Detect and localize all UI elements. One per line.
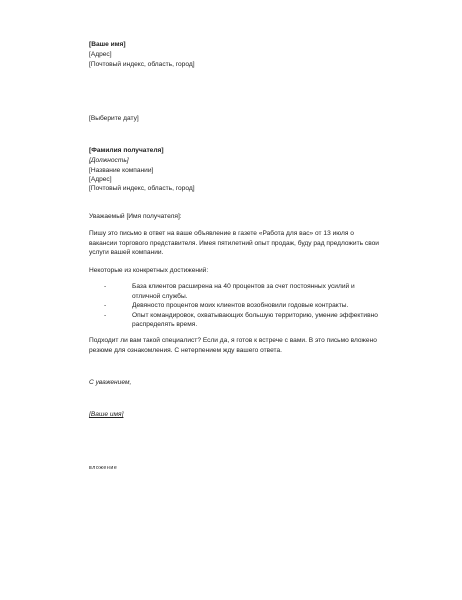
- sender-name[interactable]: [Ваше имя]: [89, 41, 126, 48]
- list-item: [104, 301, 384, 311]
- achievement-text: База клиентов расширена на 40 процентов за счет постоянных усилий и отличной службы.: [132, 283, 355, 300]
- enclosure-note: вложение: [89, 465, 118, 471]
- recipient-company[interactable]: [Название компании]: [89, 167, 154, 174]
- recipient-name[interactable]: [Фамилия получателя]: [89, 147, 164, 154]
- achievement-text: Опыт командировок, охватывающих большую территорию, умение эффективно распределять время.: [132, 311, 378, 329]
- sender-address[interactable]: [Адрес]: [89, 51, 112, 58]
- achievement-text: Девяносто процентов моих клиентов возобновили годовые контракты.: [132, 302, 349, 310]
- date-field[interactable]: [Выберите дату]: [89, 115, 139, 122]
- bullet-dash: -: [104, 311, 107, 319]
- achievements-list: [104, 282, 384, 330]
- intro-paragraph: Пишу это письмо в ответ на ваше объявление в газете «Работа для вас» от 13 июля о вакансии торгового представителя. Имея пятилетний опыт продаж, буду рад предложить свои услуги вашей компании.: [89, 230, 379, 257]
- bullet-dash: -: [104, 283, 107, 290]
- list-item: [104, 311, 384, 330]
- list-item: [104, 282, 384, 301]
- recipient-position[interactable]: [Должность]: [89, 157, 129, 164]
- recipient-address[interactable]: [Адрес]: [89, 176, 112, 183]
- closing: С уважением,: [89, 379, 132, 386]
- salutation: Уважаемый [Имя получателя]:: [89, 213, 182, 220]
- bullet-dash: -: [104, 302, 107, 310]
- recipient-postal[interactable]: [Почтовый индекс, область, город]: [89, 185, 195, 192]
- closing-paragraph: Подходит ли вам такой специалист? Если да, я готов к встрече с вами. В это письмо вложено резюме для ознакомления. С нетерпением жду вашего ответа.: [89, 337, 377, 354]
- achievements-heading: Некоторые из конкретных достижений:: [89, 267, 209, 274]
- signature-field[interactable]: [Ваше имя]: [89, 411, 124, 418]
- sender-postal[interactable]: [Почтовый индекс, область, город]: [89, 61, 195, 68]
